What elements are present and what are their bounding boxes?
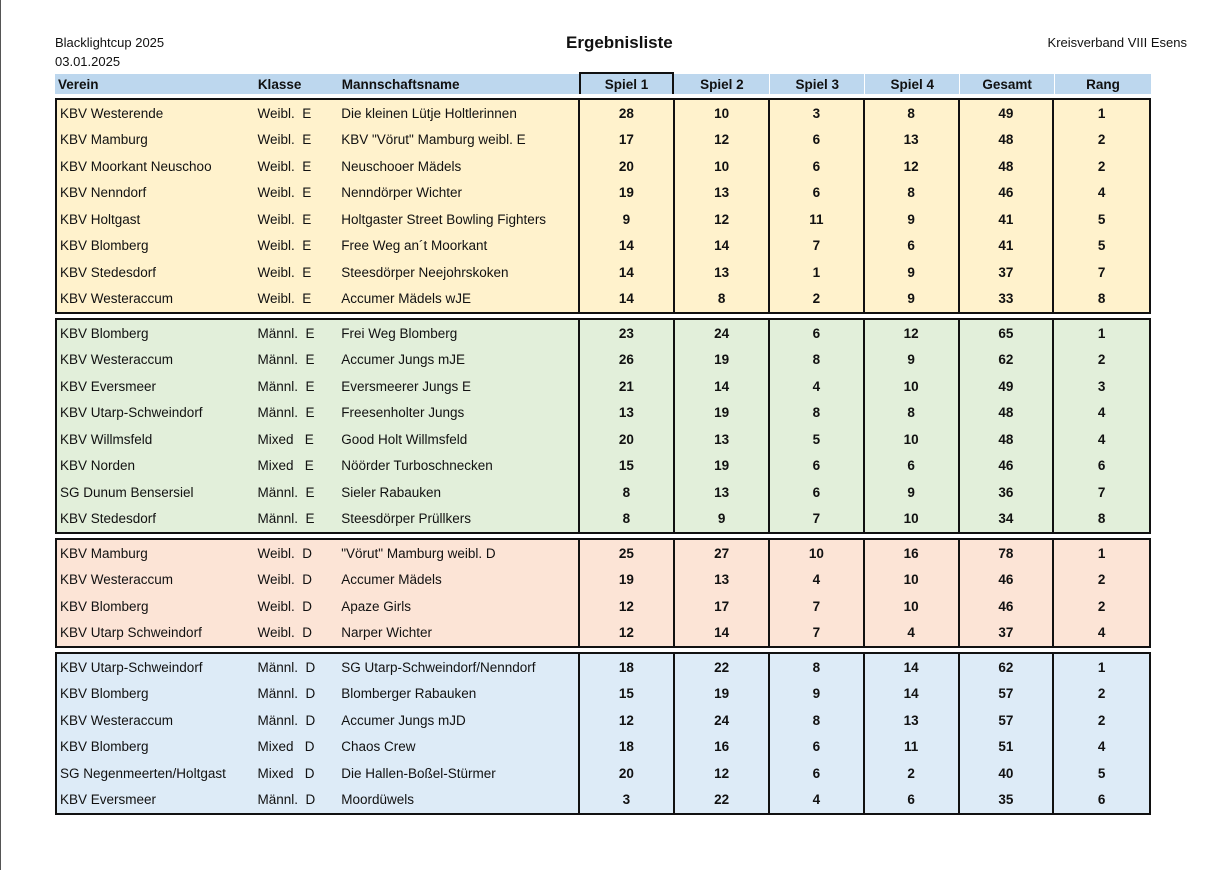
cell-rang: 2 <box>1052 347 1149 374</box>
cell-spiel4: 13 <box>863 707 958 734</box>
cell-spiel1: 12 <box>578 593 674 620</box>
col-header-verein: Verein <box>58 76 99 92</box>
cell-mannschaftsname: Die Hallen-Boßel-Stürmer <box>341 765 496 781</box>
cell-mannschaftsname: Accumer Jungs mJE <box>341 352 466 368</box>
cell-verein: SG Dunum Bensersiel <box>60 484 194 500</box>
cell-mannschaftsname: Frei Weg Blomberg <box>341 325 458 341</box>
cell-spiel3: 4 <box>768 567 863 594</box>
cell-mannschaftsname: Blomberger Rabauken <box>341 686 477 702</box>
result-group <box>55 98 1151 314</box>
table-row <box>57 540 1149 567</box>
cell-mannschaftsname: Freesenholter Jungs <box>341 405 465 421</box>
cell-verein: KBV Westeraccum <box>60 291 174 307</box>
cell-spiel2: 22 <box>673 654 768 681</box>
cell-spiel4: 6 <box>863 787 958 814</box>
cell-gesamt: 35 <box>958 787 1053 814</box>
cell-spiel2: 27 <box>673 540 768 567</box>
cell-spiel2: 19 <box>673 347 768 374</box>
cell-klasse: Weibl. D <box>257 625 312 641</box>
cell-spiel4: 12 <box>863 153 958 180</box>
col-header-spiel3: Spiel 3 <box>769 74 864 94</box>
cell-mannschaftsname: Accumer Jungs mJD <box>341 712 466 728</box>
table-row <box>57 453 1149 480</box>
cell-spiel1: 18 <box>578 734 674 761</box>
cell-klasse: Männl. E <box>257 352 315 368</box>
cell-spiel4: 9 <box>863 286 958 313</box>
cell-rang: 4 <box>1052 620 1149 647</box>
cell-spiel4: 10 <box>863 593 958 620</box>
cell-spiel2: 13 <box>673 479 768 506</box>
cell-spiel2: 24 <box>673 707 768 734</box>
cell-spiel4: 9 <box>863 206 958 233</box>
result-group <box>55 318 1151 534</box>
cell-spiel4: 4 <box>863 620 958 647</box>
table-row <box>57 734 1149 761</box>
cell-mannschaftsname: Steesdörper Neejohrskoken <box>341 264 509 280</box>
cell-verein: KBV Utarp-Schweindorf <box>60 405 203 421</box>
cell-verein: KBV Utarp-Schweindorf <box>60 659 203 675</box>
cell-verein: KBV Nenndorf <box>60 185 147 201</box>
cell-mannschaftsname: Holtgaster Street Bowling Fighters <box>341 211 547 227</box>
cell-spiel3: 6 <box>768 153 863 180</box>
cell-rang: 5 <box>1052 233 1149 260</box>
cell-klasse: Mixed D <box>257 765 315 781</box>
cell-spiel4: 6 <box>863 233 958 260</box>
cell-spiel1: 15 <box>578 681 674 708</box>
cell-spiel3: 7 <box>768 506 863 533</box>
cell-spiel1: 25 <box>578 540 674 567</box>
cell-klasse: Männl. E <box>257 511 315 527</box>
results-table <box>55 74 1151 815</box>
cell-spiel3: 10 <box>768 540 863 567</box>
cell-klasse: Weibl. D <box>257 598 312 614</box>
cell-gesamt: 62 <box>958 347 1053 374</box>
cell-gesamt: 49 <box>958 100 1053 127</box>
cell-rang: 1 <box>1052 320 1149 347</box>
cell-verein: KBV Stedesdorf <box>60 511 157 527</box>
cell-mannschaftsname: Apaze Girls <box>341 598 411 614</box>
cell-mannschaftsname: KBV "Vörut" Mamburg weibl. E <box>341 132 526 148</box>
cell-gesamt: 57 <box>958 681 1053 708</box>
cell-spiel2: 19 <box>673 681 768 708</box>
cell-spiel4: 8 <box>863 100 958 127</box>
table-row <box>57 206 1149 233</box>
cell-spiel3: 7 <box>768 593 863 620</box>
cell-gesamt: 46 <box>958 567 1053 594</box>
table-row <box>57 620 1149 647</box>
cell-spiel2: 22 <box>673 787 768 814</box>
cell-gesamt: 46 <box>958 593 1053 620</box>
cell-spiel1: 19 <box>578 567 674 594</box>
cell-gesamt: 48 <box>958 400 1053 427</box>
cell-spiel2: 8 <box>673 286 768 313</box>
cell-spiel4: 9 <box>863 479 958 506</box>
cell-mannschaftsname: Narper Wichter <box>341 625 432 641</box>
cell-spiel3: 5 <box>768 426 863 453</box>
cell-rang: 3 <box>1052 373 1149 400</box>
cell-gesamt: 78 <box>958 540 1053 567</box>
cell-spiel1: 13 <box>578 400 674 427</box>
cell-spiel1: 12 <box>578 620 674 647</box>
cell-spiel1: 20 <box>578 153 674 180</box>
cell-rang: 5 <box>1052 206 1149 233</box>
cell-spiel1: 9 <box>578 206 674 233</box>
cell-verein: KBV Utarp Schweindorf <box>60 625 202 641</box>
cell-klasse: Männl. D <box>257 659 316 675</box>
cell-spiel3: 6 <box>768 734 863 761</box>
cell-spiel3: 8 <box>768 347 863 374</box>
cell-rang: 2 <box>1052 567 1149 594</box>
table-row <box>57 654 1149 681</box>
cell-spiel4: 10 <box>863 506 958 533</box>
cell-klasse: Mixed D <box>257 739 315 755</box>
cell-spiel3: 6 <box>768 479 863 506</box>
cell-klasse: Weibl. E <box>257 132 312 148</box>
cell-gesamt: 34 <box>958 506 1053 533</box>
cell-rang: 2 <box>1052 681 1149 708</box>
cell-spiel3: 4 <box>768 787 863 814</box>
cell-spiel1: 21 <box>578 373 674 400</box>
cell-gesamt: 48 <box>958 127 1053 154</box>
cell-gesamt: 41 <box>958 233 1053 260</box>
cell-klasse: Weibl. E <box>257 264 312 280</box>
cell-verein: KBV Westeraccum <box>60 572 174 588</box>
cell-gesamt: 62 <box>958 654 1053 681</box>
cell-rang: 4 <box>1052 734 1149 761</box>
table-row <box>57 347 1149 374</box>
cell-spiel4: 12 <box>863 320 958 347</box>
cell-mannschaftsname: Free Weg an´t Moorkant <box>341 238 488 254</box>
cell-verein: KBV Mamburg <box>60 545 148 561</box>
cell-spiel2: 10 <box>673 100 768 127</box>
table-row <box>57 707 1149 734</box>
table-row <box>57 593 1149 620</box>
cell-verein: KBV Stedesdorf <box>60 264 157 280</box>
cell-rang: 7 <box>1052 479 1149 506</box>
cell-spiel2: 14 <box>673 620 768 647</box>
cell-verein: KBV Holtgast <box>60 211 141 227</box>
cell-verein: KBV Norden <box>60 458 136 474</box>
cell-spiel3: 6 <box>768 127 863 154</box>
col-header-klasse: Klasse <box>257 76 302 92</box>
cell-rang: 2 <box>1052 127 1149 154</box>
event-name: Blacklightcup 2025 <box>55 35 165 50</box>
cell-spiel4: 16 <box>863 540 958 567</box>
cell-spiel1: 14 <box>578 259 674 286</box>
cell-gesamt: 33 <box>958 286 1053 313</box>
cell-klasse: Männl. E <box>257 484 315 500</box>
col-header-gesamt: Gesamt <box>959 74 1054 94</box>
cell-spiel1: 3 <box>578 787 674 814</box>
table-row <box>57 320 1149 347</box>
cell-verein: SG Negenmeerten/Holtgast <box>60 765 226 781</box>
cell-mannschaftsname: Chaos Crew <box>341 739 416 755</box>
cell-spiel1: 17 <box>578 127 674 154</box>
cell-spiel2: 10 <box>673 153 768 180</box>
page-title: Ergebnisliste <box>566 33 673 52</box>
cell-verein: KBV Blomberg <box>60 598 149 614</box>
page-edge-rule <box>0 0 1 870</box>
cell-verein: KBV Blomberg <box>60 325 149 341</box>
cell-spiel3: 1 <box>768 259 863 286</box>
cell-rang: 2 <box>1052 153 1149 180</box>
cell-gesamt: 46 <box>958 453 1053 480</box>
cell-rang: 4 <box>1052 180 1149 207</box>
table-row <box>57 153 1149 180</box>
table-row <box>57 286 1149 313</box>
cell-spiel4: 11 <box>863 734 958 761</box>
result-groups <box>55 98 1151 815</box>
cell-rang: 8 <box>1052 506 1149 533</box>
cell-klasse: Weibl. E <box>257 185 312 201</box>
cell-klasse: Mixed E <box>257 431 314 447</box>
cell-spiel3: 8 <box>768 654 863 681</box>
col-header-rang: Rang <box>1054 74 1151 94</box>
cell-spiel4: 14 <box>863 681 958 708</box>
cell-gesamt: 51 <box>958 734 1053 761</box>
table-row <box>57 233 1149 260</box>
cell-spiel2: 14 <box>673 373 768 400</box>
col-header-spiel4: Spiel 4 <box>864 74 959 94</box>
cell-spiel3: 7 <box>768 233 863 260</box>
cell-spiel3: 8 <box>768 400 863 427</box>
cell-gesamt: 65 <box>958 320 1053 347</box>
cell-verein: KBV Eversmeer <box>60 378 157 394</box>
cell-rang: 4 <box>1052 426 1149 453</box>
cell-verein: KBV Eversmeer <box>60 792 157 808</box>
cell-rang: 6 <box>1052 453 1149 480</box>
cell-mannschaftsname: Steesdörper Prüllkers <box>341 511 472 527</box>
table-row <box>57 787 1149 814</box>
cell-spiel2: 19 <box>673 400 768 427</box>
cell-spiel1: 8 <box>578 506 674 533</box>
event-info <box>55 33 164 71</box>
cell-spiel3: 4 <box>768 373 863 400</box>
table-header-row <box>55 74 1151 94</box>
table-row <box>57 373 1149 400</box>
cell-spiel3: 6 <box>768 760 863 787</box>
table-row <box>57 400 1149 427</box>
cell-spiel4: 14 <box>863 654 958 681</box>
cell-spiel3: 6 <box>768 453 863 480</box>
cell-gesamt: 48 <box>958 153 1053 180</box>
cell-spiel2: 13 <box>673 567 768 594</box>
cell-klasse: Weibl. D <box>257 545 312 561</box>
cell-spiel1: 14 <box>578 286 674 313</box>
cell-verein: KBV Blomberg <box>60 739 149 755</box>
cell-klasse: Mixed E <box>257 458 314 474</box>
event-date: 03.01.2025 <box>55 54 121 69</box>
cell-klasse: Weibl. E <box>257 238 312 254</box>
cell-klasse: Männl. D <box>257 792 316 808</box>
cell-spiel3: 3 <box>768 100 863 127</box>
cell-spiel1: 18 <box>578 654 674 681</box>
cell-verein: KBV Willmsfeld <box>60 431 153 447</box>
cell-spiel4: 8 <box>863 400 958 427</box>
table-row <box>57 259 1149 286</box>
cell-klasse: Weibl. E <box>257 291 312 307</box>
cell-gesamt: 37 <box>958 259 1053 286</box>
cell-spiel1: 8 <box>578 479 674 506</box>
cell-spiel1: 15 <box>578 453 674 480</box>
cell-spiel2: 16 <box>673 734 768 761</box>
cell-spiel4: 9 <box>863 259 958 286</box>
cell-mannschaftsname: Good Holt Willmsfeld <box>341 431 468 447</box>
cell-spiel3: 6 <box>768 320 863 347</box>
cell-spiel3: 6 <box>768 180 863 207</box>
table-row <box>57 681 1149 708</box>
cell-verein: KBV Westeraccum <box>60 712 174 728</box>
cell-gesamt: 41 <box>958 206 1053 233</box>
col-header-spiel1: Spiel 1 <box>579 72 675 94</box>
cell-spiel1: 20 <box>578 760 674 787</box>
cell-spiel4: 10 <box>863 426 958 453</box>
cell-spiel2: 19 <box>673 453 768 480</box>
cell-klasse: Weibl. D <box>257 572 312 588</box>
cell-gesamt: 36 <box>958 479 1053 506</box>
cell-spiel4: 6 <box>863 453 958 480</box>
cell-klasse: Männl. E <box>257 405 315 421</box>
cell-spiel4: 8 <box>863 180 958 207</box>
cell-gesamt: 37 <box>958 620 1053 647</box>
cell-spiel2: 13 <box>673 180 768 207</box>
cell-spiel4: 2 <box>863 760 958 787</box>
cell-spiel4: 10 <box>863 373 958 400</box>
cell-spiel4: 10 <box>863 567 958 594</box>
col-header-spiel2: Spiel 2 <box>700 76 744 92</box>
cell-verein: KBV Westeraccum <box>60 352 174 368</box>
table-row <box>57 100 1149 127</box>
result-group <box>55 652 1151 815</box>
table-row <box>57 506 1149 533</box>
cell-gesamt: 48 <box>958 426 1053 453</box>
cell-klasse: Weibl. E <box>257 211 312 227</box>
cell-rang: 6 <box>1052 787 1149 814</box>
cell-spiel1: 19 <box>578 180 674 207</box>
cell-spiel2: 9 <box>673 506 768 533</box>
cell-verein: KBV Blomberg <box>60 238 149 254</box>
cell-mannschaftsname: Nöörder Turboschnecken <box>341 458 493 474</box>
cell-spiel4: 9 <box>863 347 958 374</box>
cell-mannschaftsname: Nenndörper Wichter <box>341 185 463 201</box>
table-row <box>57 127 1149 154</box>
cell-spiel2: 13 <box>673 259 768 286</box>
cell-verein: KBV Moorkant Neuschoo <box>60 158 212 174</box>
cell-spiel2: 12 <box>673 127 768 154</box>
organizer: Kreisverband VIII Esens <box>1047 35 1187 50</box>
cell-klasse: Weibl. E <box>257 158 312 174</box>
table-row <box>57 180 1149 207</box>
cell-mannschaftsname: Neuschooer Mädels <box>341 158 462 174</box>
table-row <box>57 567 1149 594</box>
cell-mannschaftsname: Accumer Mädels <box>341 572 442 588</box>
cell-mannschaftsname: Eversmeerer Jungs E <box>341 378 472 394</box>
cell-rang: 1 <box>1052 100 1149 127</box>
cell-klasse: Männl. E <box>257 378 315 394</box>
cell-rang: 4 <box>1052 400 1149 427</box>
cell-spiel4: 13 <box>863 127 958 154</box>
cell-spiel2: 17 <box>673 593 768 620</box>
cell-mannschaftsname: SG Utarp-Schweindorf/Nenndorf <box>341 659 536 675</box>
cell-spiel2: 12 <box>673 206 768 233</box>
cell-klasse: Männl. D <box>257 712 316 728</box>
cell-verein: KBV Westerende <box>60 105 164 121</box>
cell-gesamt: 49 <box>958 373 1053 400</box>
cell-mannschaftsname: "Vörut" Mamburg weibl. D <box>341 545 496 561</box>
cell-verein: KBV Mamburg <box>60 132 148 148</box>
cell-rang: 8 <box>1052 286 1149 313</box>
cell-gesamt: 40 <box>958 760 1053 787</box>
cell-spiel1: 20 <box>578 426 674 453</box>
cell-spiel3: 9 <box>768 681 863 708</box>
cell-spiel2: 12 <box>673 760 768 787</box>
cell-rang: 2 <box>1052 593 1149 620</box>
cell-spiel1: 14 <box>578 233 674 260</box>
cell-klasse: Männl. E <box>257 325 315 341</box>
cell-verein: KBV Blomberg <box>60 686 149 702</box>
cell-rang: 5 <box>1052 760 1149 787</box>
cell-gesamt: 46 <box>958 180 1053 207</box>
cell-mannschaftsname: Die kleinen Lütje Holtlerinnen <box>341 105 517 121</box>
cell-spiel2: 14 <box>673 233 768 260</box>
cell-spiel2: 24 <box>673 320 768 347</box>
cell-gesamt: 57 <box>958 707 1053 734</box>
cell-mannschaftsname: Moordüwels <box>341 792 414 808</box>
table-row <box>57 426 1149 453</box>
cell-klasse: Männl. D <box>257 686 316 702</box>
cell-rang: 2 <box>1052 707 1149 734</box>
cell-spiel1: 12 <box>578 707 674 734</box>
cell-rang: 1 <box>1052 540 1149 567</box>
cell-mannschaftsname: Sieler Rabauken <box>341 484 442 500</box>
cell-spiel3: 8 <box>768 707 863 734</box>
table-row <box>57 479 1149 506</box>
table-row <box>57 760 1149 787</box>
cell-spiel1: 26 <box>578 347 674 374</box>
cell-spiel3: 2 <box>768 286 863 313</box>
cell-spiel3: 11 <box>768 206 863 233</box>
cell-spiel3: 7 <box>768 620 863 647</box>
cell-spiel1: 28 <box>578 100 674 127</box>
cell-mannschaftsname: Accumer Mädels wJE <box>341 291 472 307</box>
cell-rang: 1 <box>1052 654 1149 681</box>
result-group <box>55 538 1151 648</box>
cell-spiel2: 13 <box>673 426 768 453</box>
col-header-mannschaftsname: Mannschaftsname <box>341 76 460 92</box>
cell-spiel1: 23 <box>578 320 674 347</box>
cell-rang: 7 <box>1052 259 1149 286</box>
cell-klasse: Weibl. E <box>257 105 312 121</box>
